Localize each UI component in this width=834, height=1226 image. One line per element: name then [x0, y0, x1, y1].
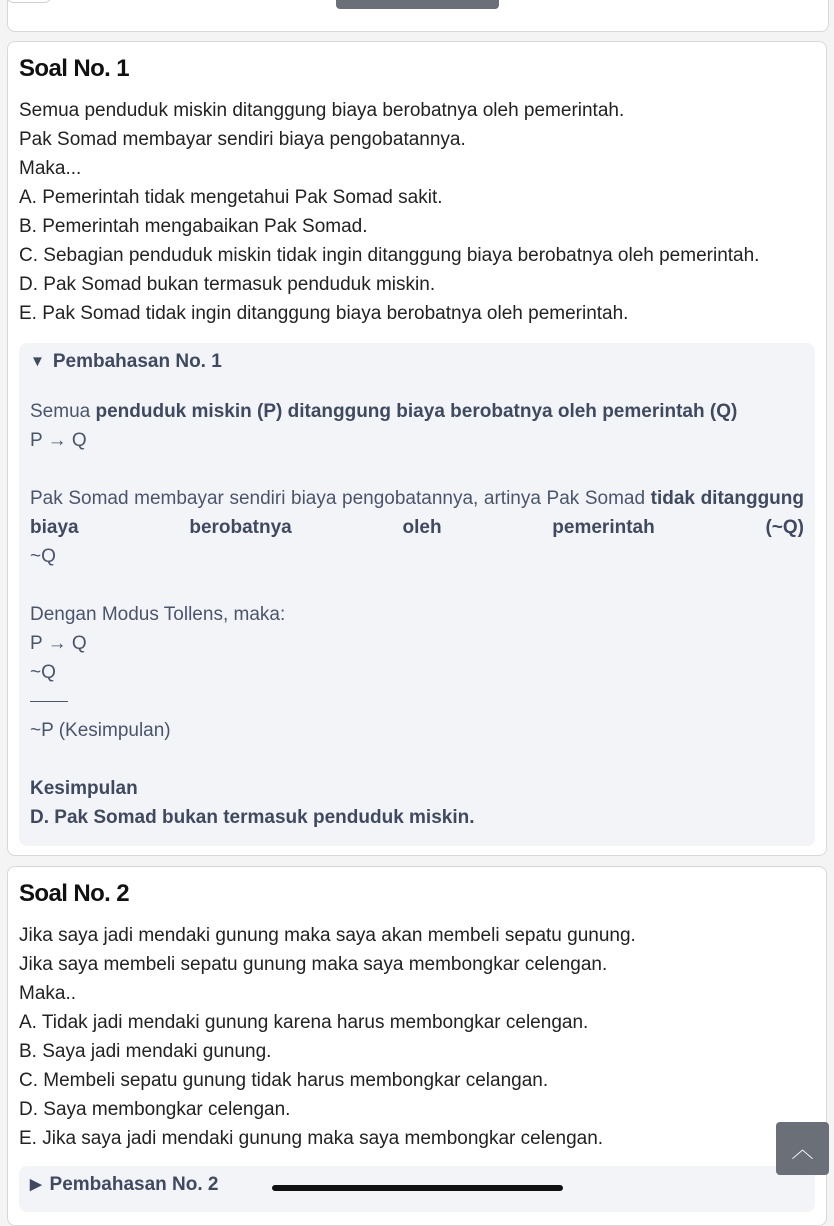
question-card-2: [7, 866, 827, 1226]
premise-emphasis: penduduk miskin (P) ditanggung biaya berobatnya oleh pemerintah (Q): [95, 401, 738, 422]
option-c: C. Sebagian penduduk miskin tidak ingin ditanggung biaya berobatnya oleh pemerintah.: [19, 245, 760, 266]
formula: P → Q: [30, 430, 87, 451]
chevron-down-icon[interactable]: [6, 0, 52, 3]
option-e: E. Jika saya jadi mendaki gunung maka saya membongkar celengan.: [19, 1128, 604, 1149]
premise-text: Semua: [30, 401, 96, 422]
option-b: B. Saya jadi mendaki gunung.: [19, 1041, 272, 1062]
scroll-to-top-button[interactable]: [776, 1122, 829, 1175]
method-intro: Dengan Modus Tollens, maka:: [30, 604, 286, 625]
question-body: [19, 921, 815, 1153]
conclusion-label: [30, 774, 804, 803]
option-b: B. Pemerintah mengabaikan Pak Somad.: [19, 216, 368, 237]
question-title: Soal No. 1: [19, 55, 130, 82]
question-line: Jika saya membeli sepatu gunung maka saya membongkar celengan.: [19, 954, 608, 975]
premise-1: [30, 397, 804, 426]
conclusion-answer-text: D. Pak Somad bukan termasuk penduduk miskin.: [30, 807, 475, 828]
discussion-toggle[interactable]: [30, 349, 804, 375]
question-title: Soal No. 2: [19, 880, 130, 907]
discussion-body: [30, 397, 804, 832]
question-line: Jika saya jadi mendaki gunung maka saya akan membeli sepatu gunung.: [19, 925, 636, 946]
formula: ~Q: [30, 662, 56, 683]
option-d: D. Saya membongkar celengan.: [19, 1099, 291, 1120]
option-c: C. Membeli sepatu gunung tidak harus membongkar celangan.: [19, 1070, 549, 1091]
question-line: Maka...: [19, 158, 82, 179]
conclusion-answer: [30, 803, 804, 832]
question-line: Semua penduduk miskin ditanggung biaya berobatnya oleh pemerintah.: [19, 100, 625, 121]
formula: ~Q: [30, 546, 56, 567]
option-a: A. Tidak jadi mendaki gunung karena harus membongkar celengan.: [19, 1012, 589, 1033]
question-card-1: [7, 41, 827, 856]
home-indicator: [272, 1185, 563, 1191]
option-a: A. Pemerintah tidak mengetahui Pak Somad sakit.: [19, 187, 443, 208]
divider: [30, 701, 68, 702]
option-d: D. Pak Somad bukan termasuk penduduk miskin.: [19, 274, 436, 295]
question-body: [19, 96, 815, 328]
toolbar-handle: [336, 0, 499, 9]
triangle-right-icon: ▶: [30, 1176, 42, 1193]
premise-text: Pak Somad membayar sendiri biaya pengobatannya, artinya Pak Somad: [30, 488, 651, 509]
formula: P → Q: [30, 633, 87, 654]
discussion-title: Pembahasan No. 1: [52, 351, 222, 372]
triangle-down-icon: ▼: [30, 353, 45, 370]
conclusion-formula: ~P (Kesimpulan): [30, 720, 171, 741]
question-line: Pak Somad membayar sendiri biaya pengobatannya.: [19, 129, 466, 150]
conclusion-label-text: Kesimpulan: [30, 778, 138, 799]
premise-emphasis: tidak ditanggung biaya berobatnya oleh pemerintah (~Q): [30, 488, 804, 538]
discussion-title: Pembahasan No. 2: [49, 1174, 219, 1195]
option-e: E. Pak Somad tidak ingin ditanggung biaya berobatnya oleh pemerintah.: [19, 303, 629, 324]
question-line: Maka..: [19, 983, 77, 1004]
discussion-panel-1: [19, 343, 815, 846]
chevron-up-icon: ︿: [791, 1137, 814, 1162]
premise-2: [30, 484, 804, 542]
